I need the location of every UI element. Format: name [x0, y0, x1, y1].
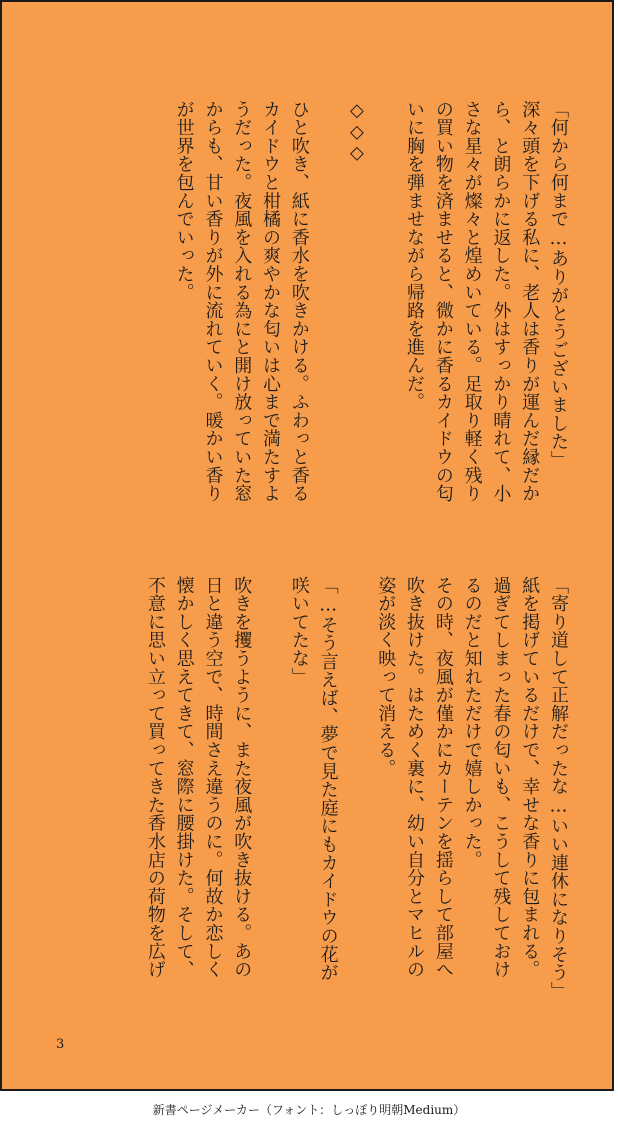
text-line: からも、甘い香りが外に流れていく。暖かい香り [202, 100, 224, 503]
text-line: カイドウと柑橘の爽やかな匂いは心まで満たすよ [260, 100, 282, 503]
text-line: るのだと知れただけで嬉しかった。 [461, 576, 483, 869]
text-line: 吹き抜けた。はためく裏に、幼い自分とマヒルの [404, 576, 426, 979]
blank-line [313, 100, 342, 518]
text-line: ら、と朗らかに返した。外はすっかり晴れて、小 [490, 100, 512, 503]
text-line: 姿が淡く映って消える。 [375, 576, 397, 778]
text-line: 紙を掲げているだけで、幸せな香りに包まれる。 [519, 576, 541, 979]
text-line: その時、夜風が僅かにカーテンを揺らして部屋へ [432, 576, 454, 979]
text-line: うだった。夜風を入れる為にと開け放っていた窓 [231, 100, 253, 503]
text-line: 過ぎてしまった春の匂いも、こうして残しておけ [490, 576, 512, 979]
text-line: 「…そう言えば、夢で見た庭にもカイドウの花が [317, 576, 339, 982]
text-line: 吹きを攫うように、また夜風が吹き抜ける。あの [231, 576, 253, 979]
blank-line [255, 576, 284, 1028]
text-line: 咲いてたな」 [288, 576, 310, 686]
text-line: が世界を包んでいった。 [173, 100, 195, 302]
text-line: 「寄り道して正解だったな…いい連休になりそう」 [548, 576, 569, 1000]
blank-line [370, 100, 399, 518]
text-line: さな星々が燦々と煌めいている。足取り軽く残り [461, 100, 483, 503]
section-break: ◇◇◇ [346, 100, 368, 164]
text-line: 懐かしく思えてきて、窓際に腰掛けた。そして、 [173, 576, 195, 979]
bottom-text-block [140, 576, 572, 1028]
footer-credit: 新書ページメーカー（フォント：しっぽり明朝Medium） [152, 1103, 466, 1117]
top-text-block [169, 100, 572, 518]
text-line: 日と違う空で、時間さえ違うのに。何故か恋しく [202, 576, 224, 979]
blank-line [342, 576, 371, 1028]
page-number: 3 [56, 1037, 65, 1052]
text-line: 「何から何まで…ありがとうございました」 [548, 100, 569, 469]
text-line: 深々頭を下げる私に、老人は香りが運んだ縁だか [519, 100, 541, 503]
text-line: 不意に思い立って買ってきた香水店の荷物を広げ [144, 576, 166, 979]
text-line: の買い物を済ませると、微かに香るカイドウの匂 [432, 100, 454, 503]
text-line: いに胸を弾ませながら帰路を進んだ。 [404, 100, 426, 412]
text-line: ひと吹き、紙に香水を吹きかける。ふわっと香る [288, 100, 310, 503]
